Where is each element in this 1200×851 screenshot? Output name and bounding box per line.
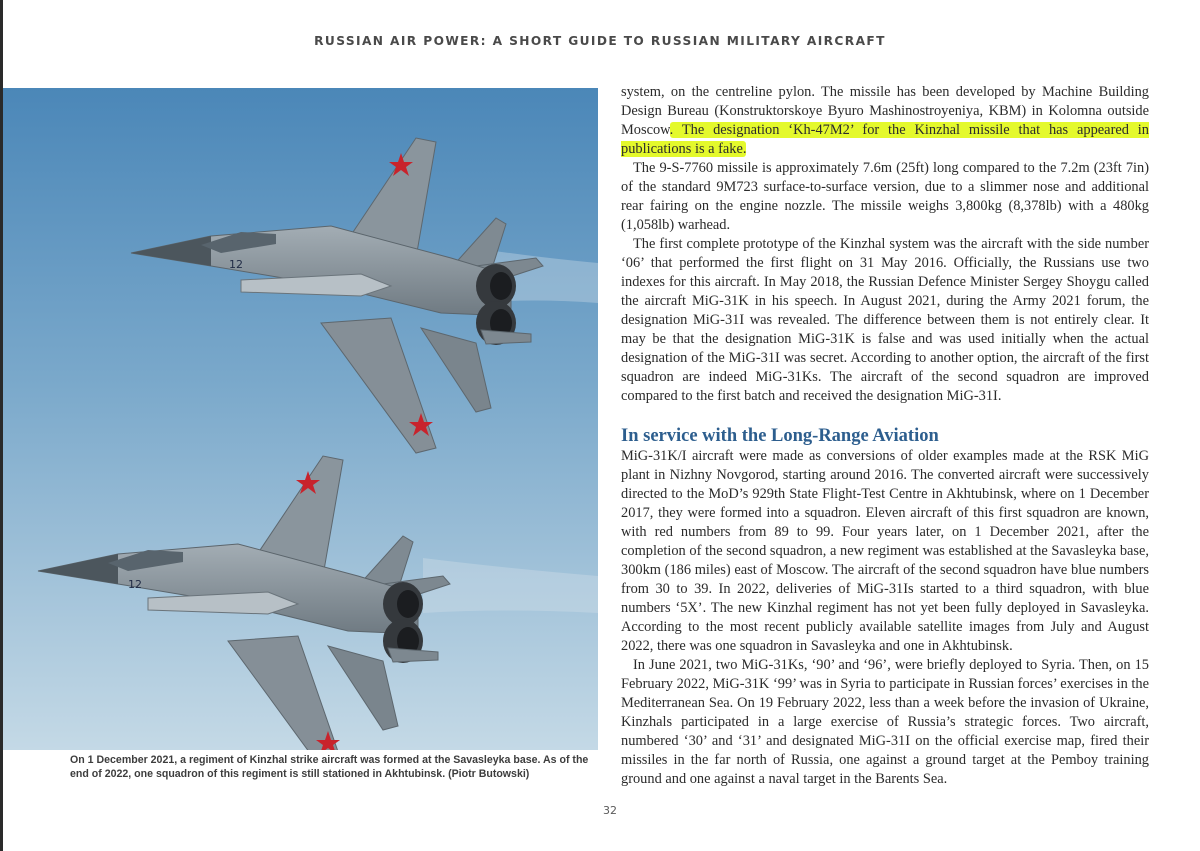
section-heading: In service with the Long-Range Aviation <box>621 426 939 446</box>
paragraph-4: MiG-31K/I aircraft were made as conversions of older examples made at the RSK MiG plant in Nizhny Novgorod, starting around 2016. The converted aircraft were successively directed to the MoD’s 929th State Flight-Test Centre in Akhtubinsk, where on 1 December 2017, they were formed into a squadron. Eleven aircraft of this first squadron are known, with red numbers from 89 to 99. Four years later, on 1 December 2021, after the completion of the second squadron, a new regiment was established at the Savasleyka base, 300km (186 miles) east of Moscow. The aircraft of the second squadron have blue numbers from 30 to 39. In 2022, deliveries of MiG-31Is started to a third squadron, with blue numbers ‘5X’. The new Kinzhal regiment has not yet been fully deployed in Savasleyka. According to the most recent publicly available satellite images from July and August 2022, there was one squadron in Savasleyka and one in Akhtubinsk. <box>621 448 1149 654</box>
paragraph-1 <box>621 83 1149 159</box>
running-header: RUSSIAN AIR POWER: A SHORT GUIDE TO RUSSIAN MILITARY AIRCRAFT <box>314 34 886 48</box>
page-number: 32 <box>603 804 617 817</box>
highlighted-text: . The designation ‘Kh-47M2’ for the Kinzhal missile that has appeared in publications is a fake. <box>621 122 1149 157</box>
paragraph-2: The 9-S-7760 missile is approximately 7.6m (25ft) long compared to the 7.2m (23ft 7in) of the standard 9M723 surface-to-surface version, due to a slimmer nose and additional rear fairing on the engine nozzle. The missile weighs 3,800kg (8,378lb) with a 480kg (1,058lb) warhead. <box>621 160 1149 233</box>
paragraph-3: The first complete prototype of the Kinzhal system was the aircraft with the side number ‘06’ that performed the first flight on 31 May 2016. Officially, the Russians use two indexes for this aircraft. In May 2018, the Russian Defence Minister Sergey Shoygu called the aircraft MiG-31K in his speech. In August 2021, during the Army 2021 forum, the designation MiG-31I was revealed. The difference between them is not entirely clear. It may be that the designation MiG-31K is false and was used initially when the actual designation of the MiG-31I was secret. According to another option, the aircraft of the first squadron are indeed MiG-31Ks. The aircraft of the second squadron are improved compared to the first batch and received the designation MiG-31I. <box>621 236 1149 404</box>
paragraph-1-text: system, on the centreline pylon. The missile has been developed by Machine Building Design Bureau (Konstruktorskoye Byuro Mashinostroyeniya, KBM) in Kolomna outside Moscow <box>621 84 1149 138</box>
body-text-column <box>621 83 1149 789</box>
tail-number-upper: 12 <box>229 258 243 271</box>
paragraph-5: In June 2021, two MiG-31Ks, ‘90’ and ‘96’, were briefly deployed to Syria. Then, on 15 February 2022, MiG-31K ‘99’ was in Syria to participate in Russian forces’ exercises in the Mediterranean Sea. On 19 February 2022, less than a week before the invasion of Ukraine, Kinzhals participated in a large exercise of Russia’s strategic forces. Two aircraft, numbered ‘30’ and ‘31’ and designated MiG-31I on the official exercise map, fired their missiles in the far north of Russia, one against a ground target at the Pemboy training ground and one against a naval target in the Barents Sea. <box>621 657 1149 787</box>
photo-mig31-formation <box>3 88 598 750</box>
tail-number-lower: 12 <box>128 578 142 591</box>
photo-caption: On 1 December 2021, a regiment of Kinzhal strike aircraft was formed at the Savasleyka base. As of the end of 2022, one squadron of this regiment is still stationed in Akhtubinsk. (Piotr Butowski) <box>70 754 589 780</box>
